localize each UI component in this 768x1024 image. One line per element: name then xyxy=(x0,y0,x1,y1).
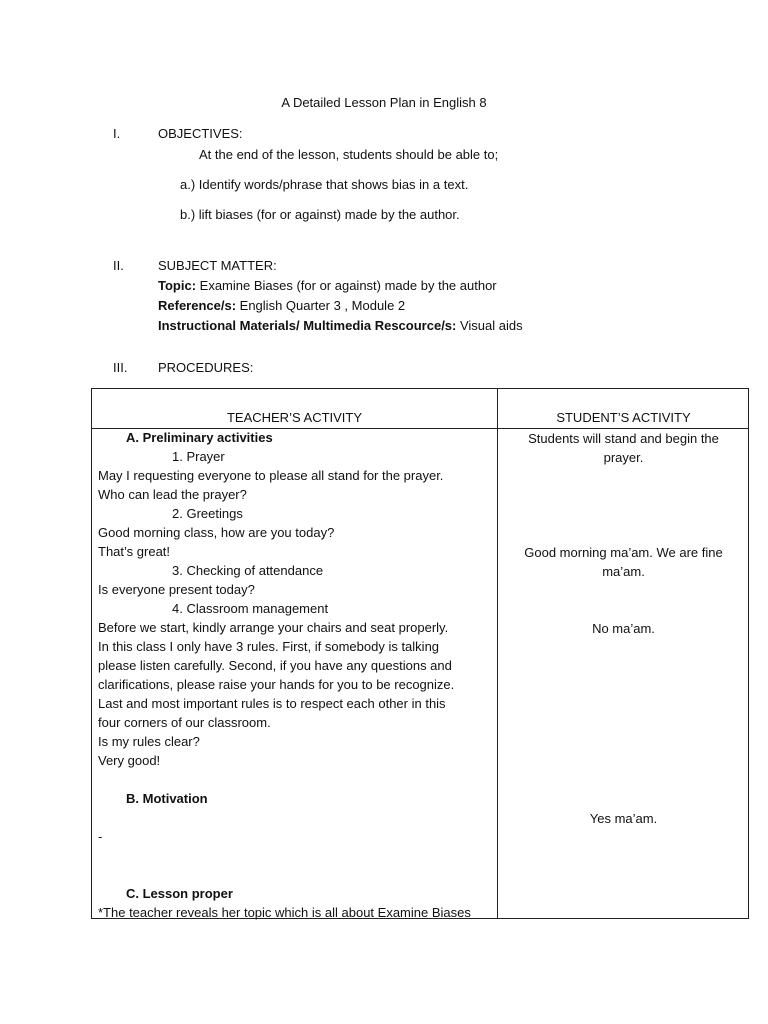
teacher-line: Who can lead the prayer? xyxy=(98,487,247,502)
teacher-line: A. Preliminary activities xyxy=(126,430,273,445)
teacher-line: Is my rules clear? xyxy=(98,734,200,749)
student-response: Yes ma’am. xyxy=(589,811,658,826)
materials-label: Instructional Materials/ Multimedia Rescource/s: xyxy=(158,318,457,333)
objective-item-b: b.) lift biases (for or against) made by the author. xyxy=(180,207,460,222)
teacher-activity-header: TEACHER’S ACTIVITY xyxy=(226,410,363,425)
student-response: No ma’am. xyxy=(592,621,655,636)
teacher-line: 3. Checking of attendance xyxy=(172,563,324,578)
objective-item-a: a.) Identify words/phrase that shows bias in a text. xyxy=(180,177,469,192)
activity-table xyxy=(91,388,749,919)
teacher-line: *The teacher reveals her topic which is all about Examine Biases xyxy=(98,905,471,920)
teacher-line: four corners of our classroom. xyxy=(98,715,271,730)
student-response: Students will stand and begin the prayer. xyxy=(528,431,719,465)
objectives-numeral: I. xyxy=(113,126,121,141)
teacher-line: please listen carefully. Second, if you have any questions and xyxy=(98,658,452,673)
subject-matter-numeral: II. xyxy=(113,258,124,273)
student-activity-header: STUDENT’S ACTIVITY xyxy=(556,410,691,425)
teacher-line: B. Motivation xyxy=(126,791,208,806)
reference-label: Reference/s: xyxy=(158,298,237,313)
teacher-line: Last and most important rules is to respect each other in this xyxy=(98,696,446,711)
teacher-line: Very good! xyxy=(98,753,161,768)
materials-value: Visual aids xyxy=(456,318,523,333)
document-title: A Detailed Lesson Plan in English 8 xyxy=(281,95,487,110)
reference-value: English Quarter 3 , Module 2 xyxy=(236,298,406,313)
topic-label: Topic: xyxy=(158,278,197,293)
teacher-line: Good morning class, how are you today? xyxy=(98,525,335,540)
objectives-intro: At the end of the lesson, students should be able to; xyxy=(199,147,499,162)
reference-line xyxy=(158,298,405,314)
topic-value: Examine Biases (for or against) made by the author xyxy=(196,278,497,293)
subject-matter-heading: SUBJECT MATTER: xyxy=(158,258,277,273)
teacher-line: Before we start, kindly arrange your chairs and seat properly. xyxy=(98,620,449,635)
student-response: Good morning ma’am. We are fine ma’am. xyxy=(524,545,723,579)
teacher-line: May I requesting everyone to please all stand for the prayer. xyxy=(98,468,444,483)
procedures-heading: PROCEDURES: xyxy=(158,360,254,375)
teacher-line: - xyxy=(98,829,103,844)
teacher-line: clarifications, please raise your hands for you to be recognize. xyxy=(98,677,455,692)
teacher-line: That’s great! xyxy=(98,544,171,559)
teacher-line: 1. Prayer xyxy=(172,449,225,464)
column-divider xyxy=(497,389,498,918)
teacher-line: C. Lesson proper xyxy=(126,886,233,901)
procedures-numeral: III. xyxy=(113,360,128,375)
teacher-line: 2. Greetings xyxy=(172,506,243,521)
objectives-heading: OBJECTIVES: xyxy=(158,126,243,141)
materials-line xyxy=(158,318,523,334)
teacher-line: 4. Classroom management xyxy=(172,601,329,616)
topic-line xyxy=(158,278,497,294)
teacher-line: Is everyone present today? xyxy=(98,582,255,597)
teacher-line: In this class I only have 3 rules. First, if somebody is talking xyxy=(98,639,440,654)
